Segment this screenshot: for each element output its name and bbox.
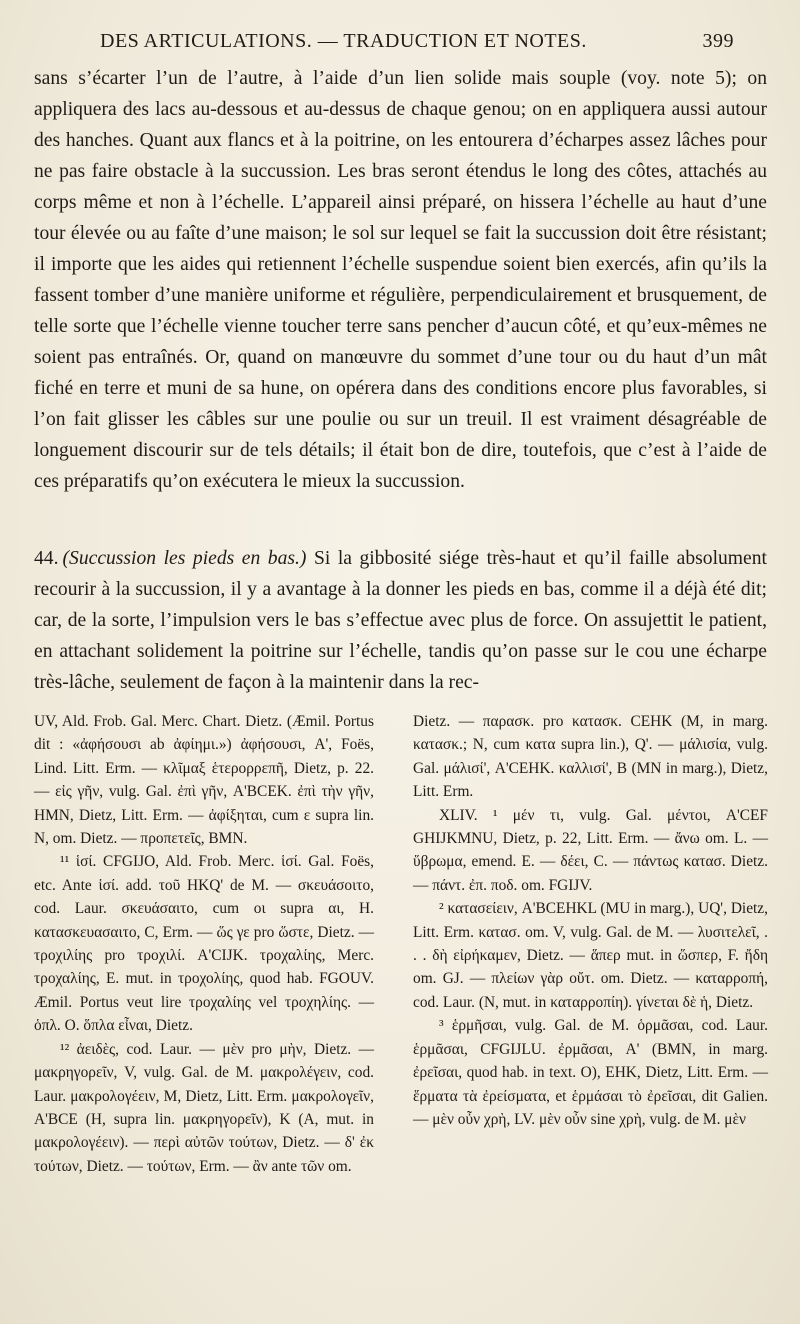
section-title: (Succussion les pieds en bas.) bbox=[62, 548, 307, 569]
notes-left-column bbox=[34, 710, 374, 1178]
section-number: 44. bbox=[34, 548, 59, 569]
section-text: Si la gibbosité siége très-haut et qu’il faille absolument recourir à la succussion, il y a avantage à la donner les pieds en bas, comme il a déjà été dit; car, de la sorte, l’impulsion vers le bas s’effectue avec plus de force. On assujettit le patient, en attachant solidement la poitrine sur l’échelle, tandis qu’on passe sur le cou une écharpe très-lâche, seulement de façon à la maintenir dans la rec- bbox=[34, 548, 767, 693]
note-block: Dietz. — παρασκ. pro κατασκ. CEHK (M, in marg. κατασκ.; N, cum κατα supra lin.), Q'. — μάλισία, vulg. Gal. μάλισί', A'CEHK. καλλισί', B (MN in marg.), Dietz, Litt. Erm. bbox=[413, 713, 768, 801]
main-paragraph-2 bbox=[34, 543, 767, 698]
note-block: XLIV. ¹ μέν τι, vulg. Gal. μέντοι, A'CEF GHIJKMNU, Dietz, p. 22, Litt. Erm. — ἄνω om. L. — ὕβρωμα, emend. E. — δέει, C. — πάντως κατασ. Dietz. — πάντ. ἐπ. ποδ. om. FGIJV. bbox=[413, 806, 768, 894]
note-block: ¹¹ ἱσί. CFGIJO, Ald. Frob. Merc. ἱσί. Gal. Foës, etc. Ante ἱσί. add. τοῦ HKQ' de M. — σκευάσοιτο, cod. Laur. σκευάσαιτο, cum οι supra αι, H. κατασκευασαιτο, C, Erm. — ὥς γε pro ὥστε, Dietz. — τροχιλίης pro τροχιλί. A'CIJK. τροχαλίης, Merc. τροχαλίης, E. mut. in τροχολίης, quod hab. FGOUV. Æmil. Portus veut lire τροχαλίης vel τροχηλίης. — ὁπλ. O. ὅπλα εἶναι, Dietz. bbox=[34, 853, 374, 1035]
page-number: 399 bbox=[702, 30, 734, 52]
note-block: ² κατασείειν, A'BCEHKL (MU in marg.), UQ', Dietz, Litt. Erm. κατασ. om. V, vulg. Gal. de M. — λυσιτελεῖ, . . . δὴ εἰρήκαμεν, Dietz. — ἅπερ mut. in ὥσπερ, F. ἤδη om. GJ. — πλείων γὰρ οὔτ. om. Dietz. — καταρροπή, cod. Laur. (N, mut. in καταρροπίη). γίνεται δὲ ἡ, Dietz. bbox=[413, 900, 768, 1011]
note-block: ¹² ἀειδὲς, cod. Laur. — μὲν pro μὴν, Dietz. — μακρηγορεῖν, V, vulg. Gal. de M. μακρολέγειν, cod. Laur. μακρολογέειν, M, Dietz, Litt. Erm. μακρολογεῖν, A'BCE (H, supra lin. μακρηγορεῖν), K (A, mut. in μακρολογέειν). — περὶ αὐτῶν τούτων, Dietz. — δ' ἐκ τούτων, Dietz. — τούτων, Erm. — ἂν ante τῶν om. bbox=[34, 1040, 374, 1175]
note-block: ³ ἑρμῆσαι, vulg. Gal. de M. ὁρμᾶσαι, cod. Laur. ἑρμᾶσαι, CFGIJLU. ἐρμᾶσαι, A' (BMN, in marg. ἐρεῖσαι, quod hab. in text. O), EHK, Dietz, Litt. Erm. — ἕρματα τὰ ἐρείσματα, et ἑρμάσαι τὸ ἐρεῖσαι, dit Galien. — μὲν οὖν χρὴ, LV. μὲν οὖν sine χρὴ, vulg. de M. μὲν bbox=[413, 1017, 768, 1128]
notes-right-column bbox=[413, 710, 768, 1131]
running-title: DES ARTICULATIONS. — TRADUCTION ET NOTES. bbox=[100, 30, 587, 52]
running-head bbox=[100, 30, 740, 60]
note-block: UV, Ald. Frob. Gal. Merc. Chart. Dietz. (Æmil. Portus dit : «ἀφήσουσι ab ἀφίημι.») ἀφήσουσι, A', Foës, Lind. Litt. Erm. — κλῖμαξ ἑτερορρεπῆ, Dietz, p. 22. — εἰς γῆν, vulg. Gal. ἐπὶ γῆν, A'BCEK. ἐπὶ τὴν γῆν, HMN, Dietz, Litt. Erm. — ἀφίξηται, cum ε supra lin. N, om. Dietz. — προπετεῖς, BMN. bbox=[34, 713, 374, 848]
main-paragraph-1: sans s’écarter l’un de l’autre, à l’aide d’un lien solide mais souple (voy. note 5); on appliquera des lacs au-dessous et au-dessus de chaque genou; on en appliquera aussi autour des hanches. Quant aux flancs et à la poitrine, on les entourera d’écharpes assez lâches pour ne pas faire obstacle à la succussion. Les bras seront étendus le long des côtes, attachés au corps même et non à l’échelle. L’appareil ainsi préparé, on hissera l’échelle au haut d’une tour élevée ou au faîte d’une maison; le sol sur lequel se fait la succussion doit être résistant; il importe que les aides qui retiennent l’échelle suspendue soient bien exercés, afin qu’ils la fassent tomber d’une manière uniforme et régulière, perpendiculairement et brusquement, de telle sorte que l’échelle vienne toucher terre sans pencher d’aucun côté, et qu’eux-mêmes ne soient pas entraînés. Or, quand on manœuvre du sommet d’une tour ou du haut d’un mât fiché en terre et muni de sa hune, on opérera dans des conditions encore plus favorables, si l’on fait glisser les câbles sur une poulie ou sur un treuil. Il est vraiment désagréable de longuement discourir sur de tels détails; il était bon de dire, toutefois, que c’est à l’aide de ces préparatifs qu’on exécutera le mieux la succussion. bbox=[34, 68, 767, 492]
